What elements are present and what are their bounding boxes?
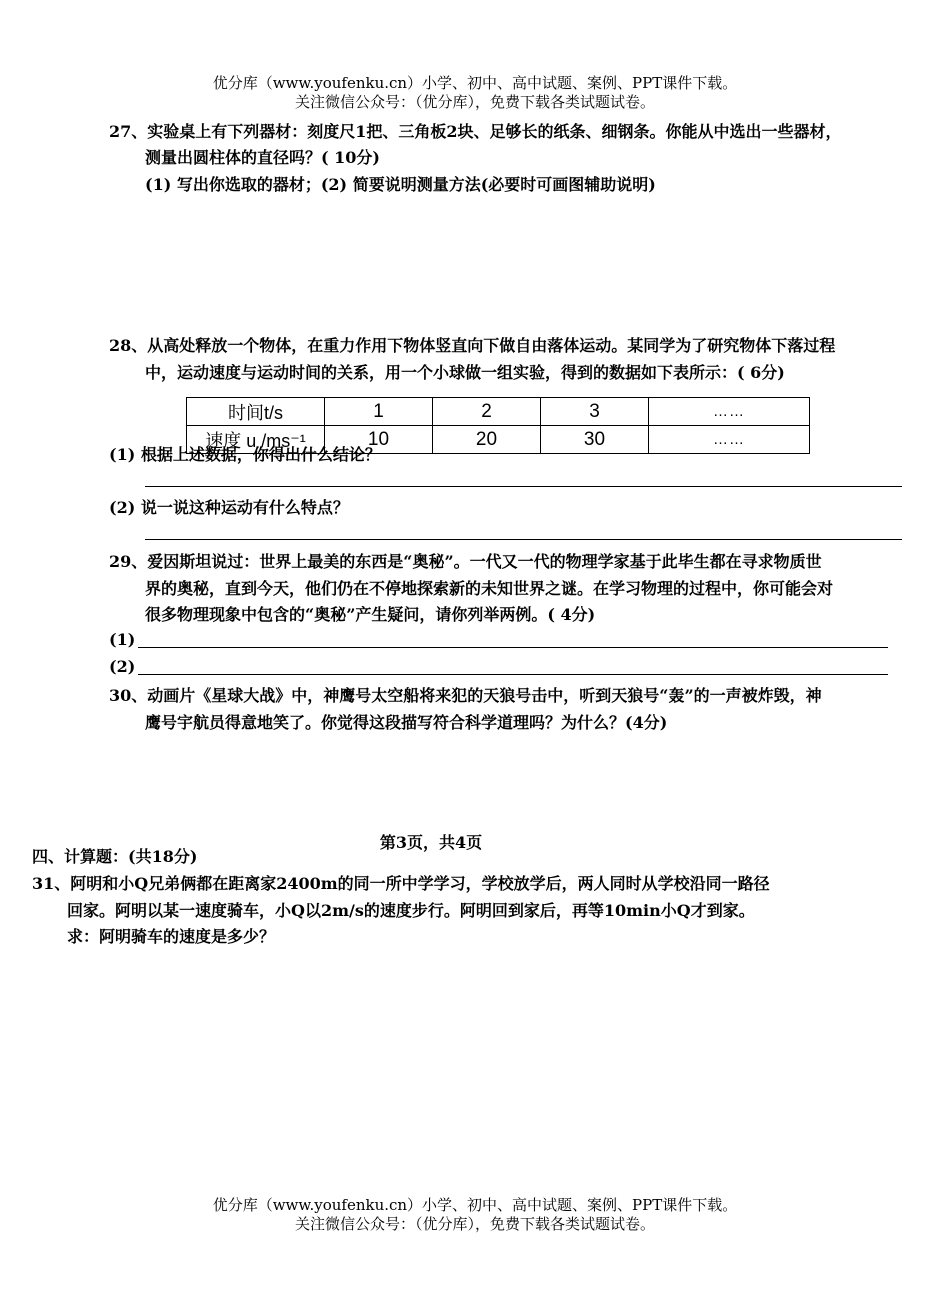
q30-line-2: 鹰号宇航员得意地笑了。你觉得这段描写符合科学道理吗？为什么？(4分) [145,713,668,732]
q27-line-1: 27、实验桌上有下列器材：刻度尺1把、三角板2块、足够长的纸条、细钢条。你能从中选出一些器材， [109,122,842,141]
q27-line-3: (1) 写出你选取的器材；(2) 简要说明测量方法(必要时可画图辅助说明) [145,175,656,194]
footer-line-2: 关注微信公众号：（优分库），免费下载各类试题试卷。 [294,1215,655,1233]
answer-line[interactable] [145,539,902,540]
header-line-1: 优分库（www.youfenku.cn）小学、初中、高中试题、案例、PPT课件下载。 [212,74,738,92]
footer-line-1: 优分库（www.youfenku.cn）小学、初中、高中试题、案例、PPT课件下载。 [212,1196,738,1214]
q28-line-2: 中，运动速度与运动时间的关系，用一个小球做一组实验，得到的数据如下表所示：( 6分) [145,363,785,382]
time-cell: …… [649,398,810,426]
q31-line-3: 求：阿明骑车的速度是多少？ [67,927,276,946]
q29-line-1: 29、爱因斯坦说过：世界上最美的东西是“奥秘”。一代又一代的物理学家基于此毕生都在寻求物质世 [109,552,822,571]
answer-line[interactable] [138,647,888,648]
header-line-2: 关注微信公众号：（优分库），免费下载各类试题试卷。 [294,93,655,111]
speed-cell: 10 [325,426,433,454]
page-number: 第3页，共4页 [379,833,483,852]
q27-line-2: 测量出圆柱体的直径吗？( 10分) [145,148,380,167]
time-cell: 3 [541,398,649,426]
q29-line-3: 很多物理现象中包含的“奥秘”产生疑问，请你列举两例。( 4分) [145,605,596,624]
section-4-title: 四、计算题：(共18分) [32,847,198,866]
speed-cell: …… [649,426,810,454]
q31-line-2: 回家。阿明以某一速度骑车，小Q以2m/s的速度步行。阿明回到家后，再等10min小Q才到家。 [67,901,755,920]
time-header-cell: 时间t/s [187,398,325,426]
q28-sub-2: (2) 说一说这种运动有什么特点？ [109,498,349,517]
q29-blank-1-label: (1) [109,630,136,649]
answer-line[interactable] [138,674,888,675]
speed-header-cell: 速度 u /ms⁻¹ [187,426,325,454]
time-cell: 1 [325,398,433,426]
answer-line[interactable] [145,486,902,487]
q28-sub-1: (1) 根据上述数据，你得出什么结论？ [109,445,381,464]
q30-line-1: 30、动画片《星球大战》中，神鹰号太空船将来犯的天狼号击中，听到天狼号“轰”的一声被炸毁，神 [109,686,822,705]
q31-line-1: 31、阿明和小Q兄弟俩都在距离家2400m的同一所中学学习，学校放学后，两人同时从学校沿同一路径 [32,874,770,893]
speed-cell: 30 [541,426,649,454]
table-row-time [187,398,810,426]
q28-line-1: 28、从高处释放一个物体，在重力作用下物体竖直向下做自由落体运动。某同学为了研究物体下落过程 [109,336,836,355]
q29-blank-2-label: (2) [109,657,136,676]
speed-cell: 20 [433,426,541,454]
time-cell: 2 [433,398,541,426]
q29-line-2: 界的奥秘，直到今天，他们仍在不停地探索新的未知世界之谜。在学习物理的过程中，你可能会对 [145,579,834,598]
